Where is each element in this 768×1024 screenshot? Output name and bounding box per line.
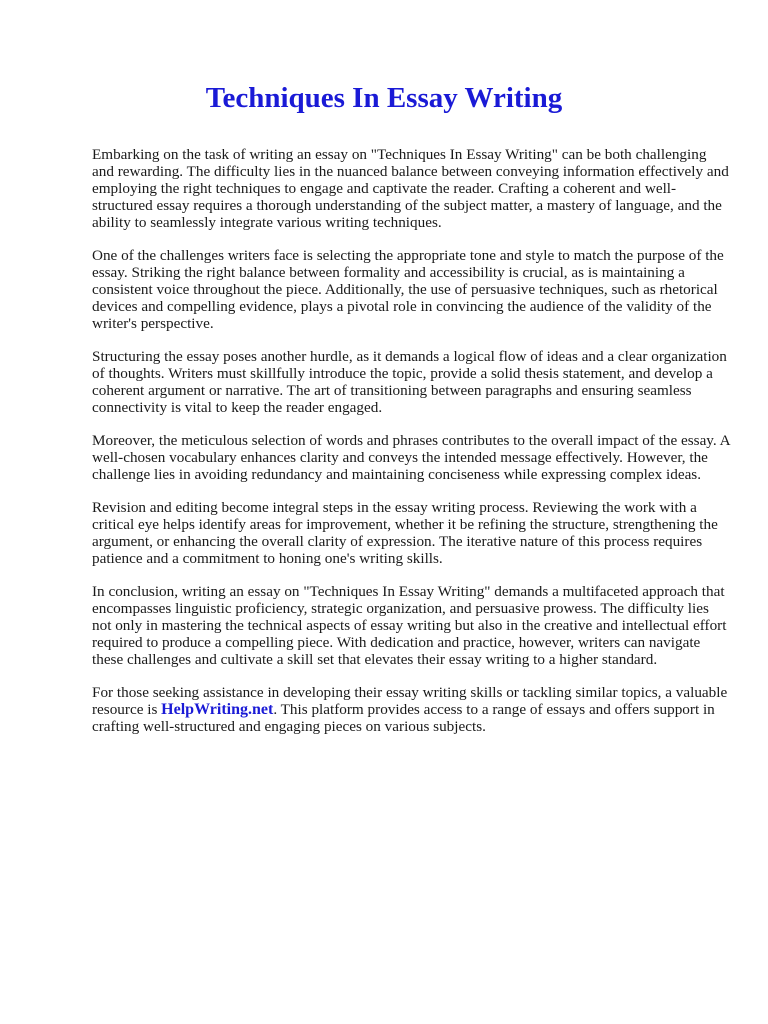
resource-text-after: . This platform provides access to a range of essays and offers support in crafting well-structured and engaging pieces on various subjects.	[92, 701, 715, 735]
helpwriting-link[interactable]: HelpWriting.net	[161, 701, 274, 718]
document-title: Techniques In Essay Writing	[205, 82, 563, 114]
paragraph-revision: Revision and editing become integral steps in the essay writing process. Reviewing the work with a critical eye helps identify areas for improvement, whether it be refining the structure, strengthening the argument, or enhancing the overall clarity of expression. The iterative nature of this process requires patience and a commitment to honing one's writing skills.	[92, 499, 718, 567]
paragraph-structure: Structuring the essay poses another hurdle, as it demands a logical flow of ideas and a clear organization of thoughts. Writers must skillfully introduce the topic, provide a solid thesis statement, and develop a coherent argument or narrative. The art of transitioning between paragraphs and ensuring seamless connectivity is vital to keep the reader engaged.	[92, 348, 727, 416]
paragraph-conclusion: In conclusion, writing an essay on "Techniques In Essay Writing" demands a multifaceted approach that encompasses linguistic proficiency, strategic organization, and persuasive prowess. The difficulty lies not only in mastering the technical aspects of essay writing but also in the creative and intellectual effort required to produce a compelling piece. With dedication and practice, however, writers can navigate these challenges and cultivate a skill set that elevates their essay writing to a higher standard.	[92, 583, 727, 668]
paragraph-intro: Embarking on the task of writing an essay on "Techniques In Essay Writing" can be both challenging and rewarding. The difficulty lies in the nuanced balance between conveying information effectively and employing the right techniques to engage and captivate the reader. Crafting a coherent and well-structured essay requires a thorough understanding of the subject matter, a mastery of language, and the ability to seamlessly integrate various writing techniques.	[92, 146, 729, 231]
paragraph-resource	[92, 684, 732, 735]
paragraph-tone-style: One of the challenges writers face is selecting the appropriate tone and style to match the purpose of the essay. Striking the right balance between formality and accessibility is crucial, as is maintaining a consistent voice throughout the piece. Additionally, the use of persuasive techniques, such as rhetorical devices and compelling evidence, plays a pivotal role in convincing the audience of the validity of the writer's perspective.	[92, 247, 724, 332]
paragraph-word-choice: Moreover, the meticulous selection of words and phrases contributes to the overall impact of the essay. A well-chosen vocabulary enhances clarity and conveys the intended message effectively. However, the challenge lies in avoiding redundancy and maintaining conciseness while expressing complex ideas.	[92, 432, 730, 483]
resource-text-before: For those seeking assistance in developing their essay writing skills or tackling similar topics, a valuable resource is	[92, 684, 728, 718]
document-body	[92, 146, 732, 751]
